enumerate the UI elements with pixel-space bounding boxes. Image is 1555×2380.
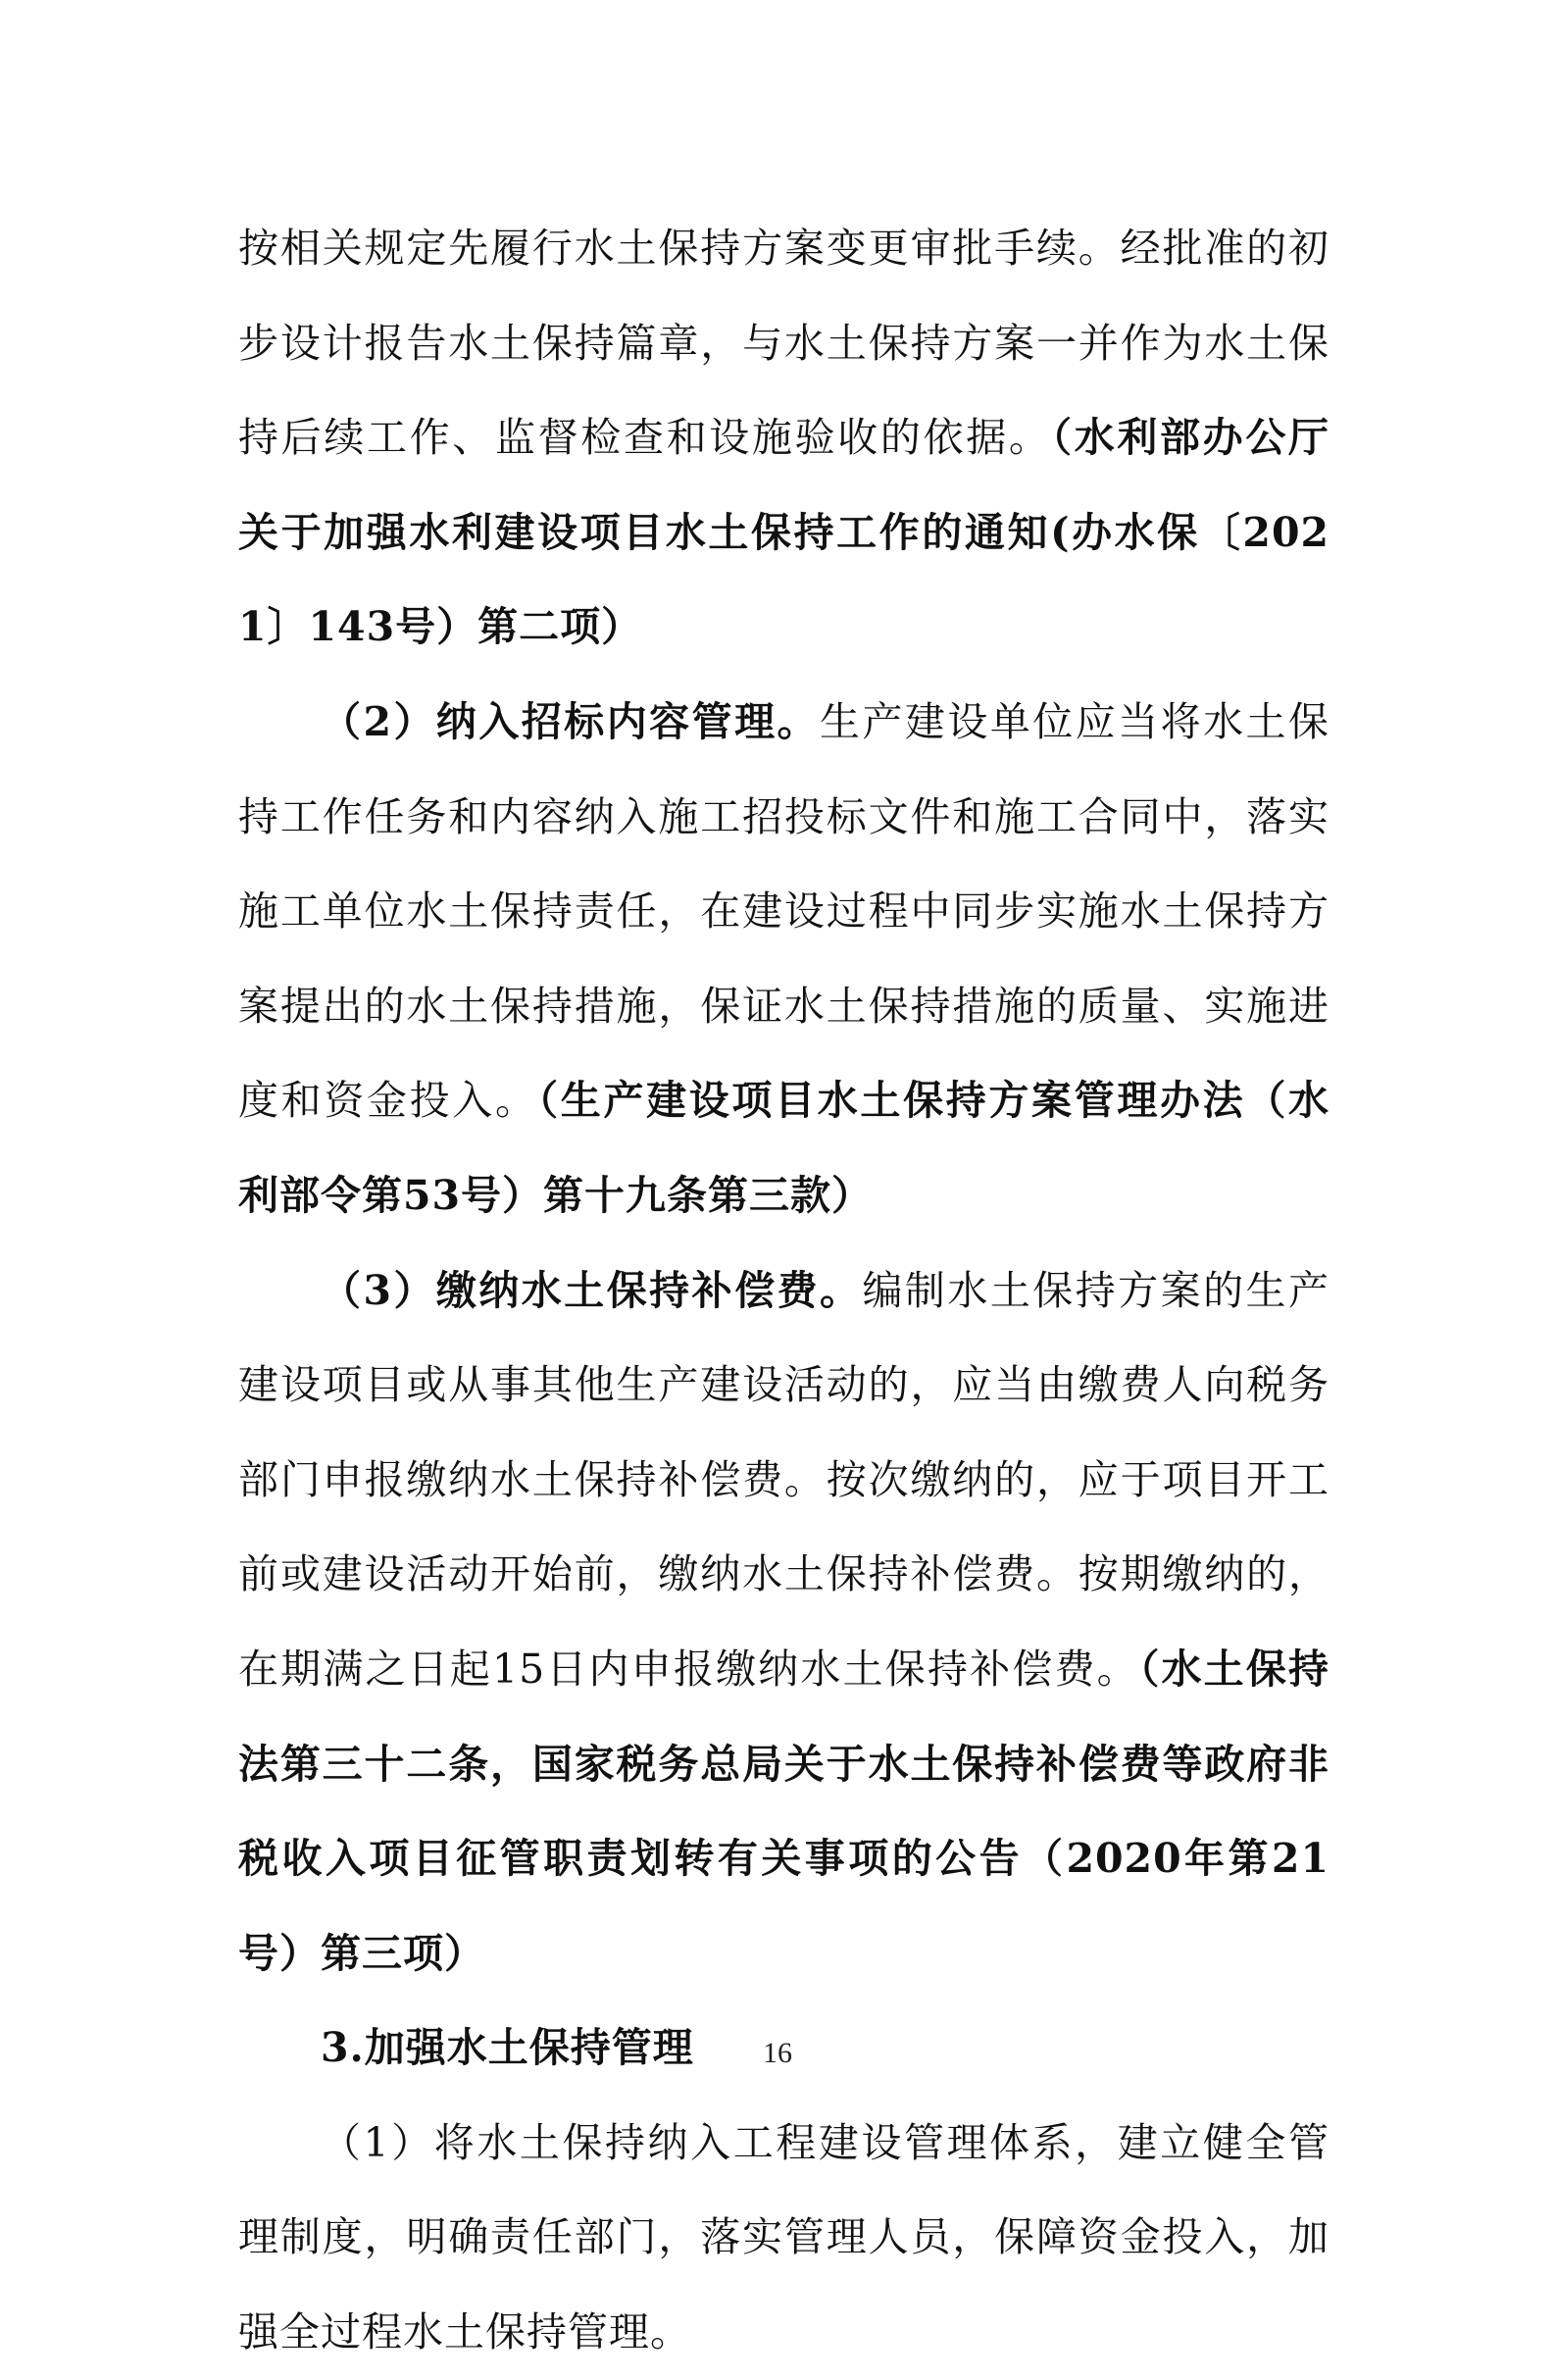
paragraph-3-text: 编制水土保持方案的生产建设项目或从事其他生产建设活动的，应当由缴费人向税务部门申报缴纳水土保持补偿费。按次缴纳的，应于项目开工前或建设活动开始前，缴纳水土保持补偿费。按期缴纳的，在期满之日起15日内申报缴纳水土保持补偿费。 xyxy=(238,1266,1330,1693)
section-heading: 3.加强水土保持管理 xyxy=(321,2024,694,2072)
paragraph-1-text: 按相关规定先履行水土保持方案变更审批手续。经批准的初步设计报告水土保持篇章，与水土保持方案一并作为水土保持后续工作、监督检查和设施验收的依据。 xyxy=(238,225,1329,462)
paragraph-2-citation: （生产建设项目水土保持方案管理办法（水利部令第53号）第十九条第三款） xyxy=(238,1077,1330,1219)
paragraph-2-lead: （2）纳入招标内容管理。 xyxy=(321,697,820,745)
paragraph-3-lead: （3）缴纳水土保持补偿费。 xyxy=(321,1266,863,1314)
page-number: 16 xyxy=(763,2037,792,2069)
paragraph-1-citation: （水利部办公厅关于加强水利建设项目水土保持工作的通知(办水保〔2021〕143号）第二项） xyxy=(238,414,1330,651)
paragraph-1 xyxy=(238,201,1329,675)
paragraph-3-citation: （水土保持法第三十二条，国家税务总局关于水土保持补偿费等政府非税收入项目征管职责划转有关事项的公告（2020年第21号）第三项） xyxy=(238,1645,1330,1977)
final-paragraph: （1）将水土保持纳入工程建设管理体系，建立健全管理制度，明确责任部门，落实管理人员，保障资金投入，加强全过程水土保持管理。 xyxy=(238,2118,1329,2356)
paragraph-2-text: 生产建设单位应当将水土保持工作任务和内容纳入施工招投标文件和施工合同中，落实施工单位水土保持责任，在建设过程中同步实施水土保持方案提出的水土保持措施，保证水土保持措施的质量、实施进度和资金投入。 xyxy=(238,697,1330,1125)
paragraph-3 xyxy=(238,1243,1329,2001)
paragraph-2 xyxy=(238,675,1329,1243)
